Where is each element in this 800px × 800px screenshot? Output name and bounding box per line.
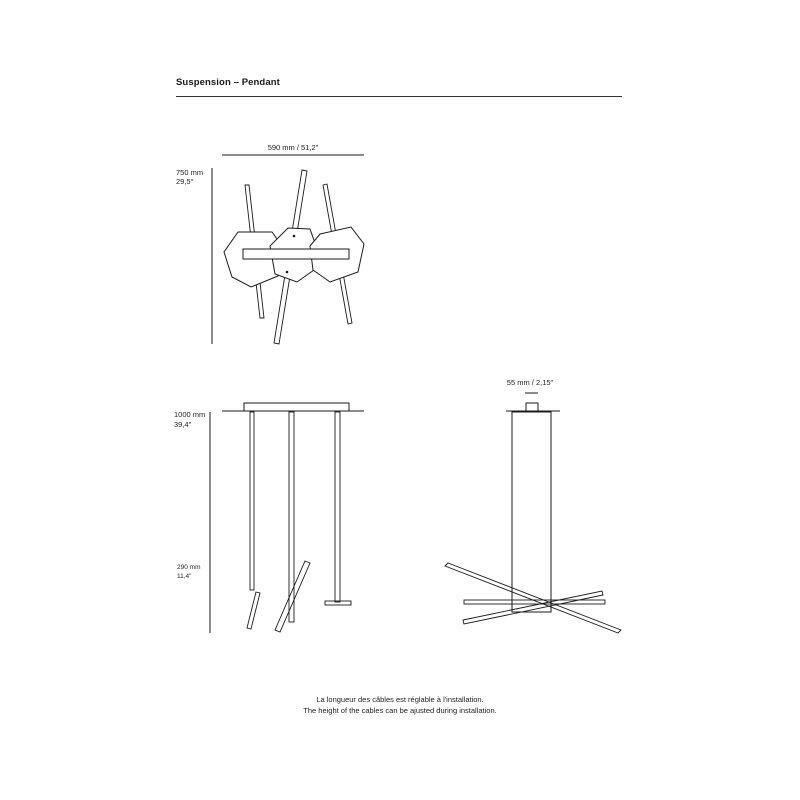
center-dot-top xyxy=(293,235,295,237)
side-view-low-in-label: 11,4" xyxy=(177,573,192,580)
lamp-left xyxy=(247,592,260,629)
side-view-cables xyxy=(250,412,340,622)
front-view-body xyxy=(512,412,551,612)
side-view xyxy=(210,403,364,633)
side-view-low-mm-label: 290 mm xyxy=(177,564,201,571)
installation-note-en: The height of the cables can be ajusted during installation. xyxy=(303,706,497,715)
installation-note-fr: La longueur des câbles est réglable à l'installation. xyxy=(316,695,484,704)
front-view-width-label: 55 mm / 2,15" xyxy=(506,378,554,387)
cable-right xyxy=(335,412,340,602)
top-view xyxy=(212,155,364,344)
front-view xyxy=(445,393,621,633)
lamp-center xyxy=(275,561,310,632)
center-dot-bottom xyxy=(286,271,288,273)
side-view-height-in-label: 39,4" xyxy=(174,420,192,429)
cable-left xyxy=(250,412,254,590)
top-view-height-mm-label: 750 mm xyxy=(176,168,204,177)
top-view-height-in-label: 29,5" xyxy=(176,177,194,186)
side-view-canopy xyxy=(244,403,349,411)
cable-center xyxy=(289,412,294,622)
front-view-canopy xyxy=(526,403,538,411)
top-view-width-label: 590 mm / 51,2" xyxy=(267,143,319,152)
side-view-height-mm-label: 1000 mm xyxy=(174,410,206,419)
top-view-bar xyxy=(243,249,349,259)
page-title: Suspension – Pendant xyxy=(176,77,280,88)
